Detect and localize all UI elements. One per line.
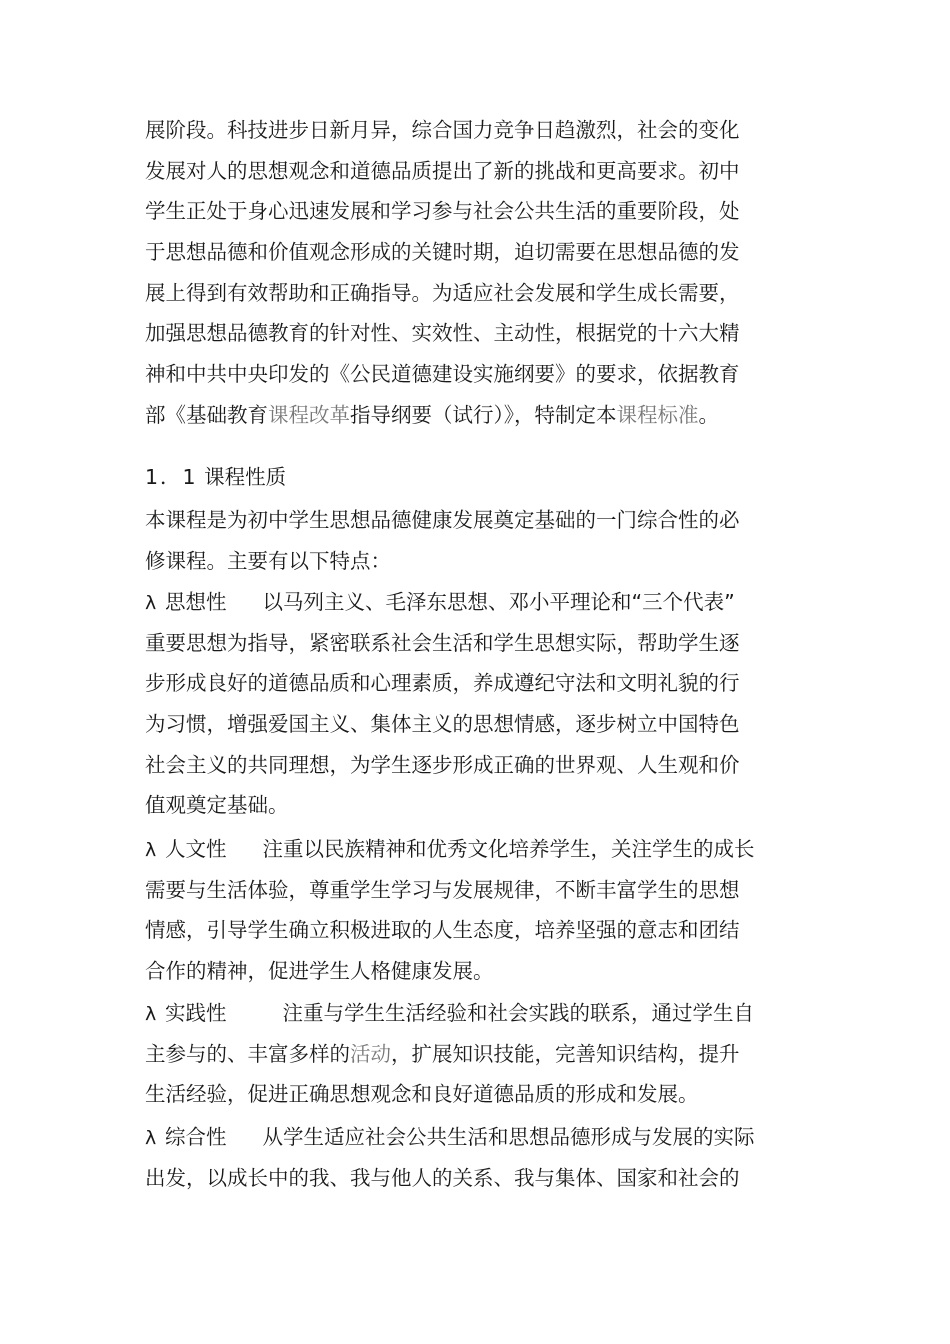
feature-ideological xyxy=(145,582,815,826)
feature-line: 生活经验，促进正确思想观念和良好道德品质的形成和发展。 xyxy=(145,1082,699,1107)
feature-name: 思想性 xyxy=(165,590,227,614)
intro-line: 学生正处于身心迅速发展和学习参与社会公共生活的重要阶段，处 xyxy=(145,199,740,224)
intro-line: 发展对人的思想观念和道德品质提出了新的挑战和更高要求。初中 xyxy=(145,158,740,183)
feature-line: 重要思想为指导，紧密联系社会生活和学生思想实际，帮助学生逐 xyxy=(145,630,740,655)
feature-first-line: λ 人文性 注重以民族精神和优秀文化培养学生，关注学生的成长 xyxy=(145,829,815,870)
feature-line: 合作的精神，促进学生人格健康发展。 xyxy=(145,959,494,984)
feature-name: 实践性 xyxy=(165,1001,227,1025)
curriculum-reform-link[interactable]: 课程改革 xyxy=(268,402,350,427)
intro-line: 神和中共中央印发的《公民道德建设实施纲要》的要求，依据教育 xyxy=(145,362,740,387)
section-number: 1．1 xyxy=(145,465,198,489)
section-title: 课程性质 xyxy=(204,465,287,489)
bullet-icon: λ xyxy=(145,592,157,614)
feature-name: 综合性 xyxy=(165,1125,227,1149)
feature-line: 情感，引导学生确立积极进取的人生态度，培养坚强的意志和团结 xyxy=(145,918,740,943)
intro-last-line: 部《基础教育课程改革指导纲要（试行）》，特制定本课程标准。 xyxy=(145,402,719,427)
feature-line: 出发，以成长中的我、我与他人的关系、我与集体、国家和社会的 xyxy=(145,1165,740,1190)
bullet-icon: λ xyxy=(145,1003,157,1025)
bullet-icon: λ xyxy=(145,1127,157,1149)
feature-name: 人文性 xyxy=(165,837,227,861)
feature-line: 主参与的、丰富多样的活动，扩展知识技能，完善知识结构，提升 xyxy=(145,1041,740,1066)
section-heading xyxy=(145,457,815,497)
feature-line: 需要与生活体验，尊重学生学习与发展规律，不断丰富学生的思想 xyxy=(145,877,740,902)
curriculum-standard-link[interactable]: 课程标准 xyxy=(616,402,699,427)
intro-line: 于思想品德和价值观念形成的关键时期，迫切需要在思想品德的发 xyxy=(145,240,740,265)
feature-comprehensive xyxy=(145,1117,815,1198)
feature-first-line: λ 思想性 以马列主义、毛泽东思想、邓小平理论和“三个代表” xyxy=(145,582,815,623)
feature-line: 为习惯，增强爱国主义、集体主义的思想情感，逐步树立中国特色 xyxy=(145,712,740,737)
intro-line: 加强思想品德教育的针对性、实效性、主动性，根据党的十六大精 xyxy=(145,321,740,346)
feature-first-line: λ 综合性 从学生适应社会公共生活和思想品德形成与发展的实际 xyxy=(145,1117,815,1158)
feature-first-line: λ 实践性 注重与学生生活经验和社会实践的联系，通过学生自 xyxy=(145,993,815,1034)
intro-line: 展阶段。科技进步日新月异，综合国力竞争日趋激烈，社会的变化 xyxy=(145,118,740,142)
feature-humanistic xyxy=(145,829,815,992)
activity-link[interactable]: 活动 xyxy=(350,1041,391,1066)
bullet-icon: λ xyxy=(145,839,157,861)
section-intro xyxy=(145,500,815,581)
feature-line: 值观奠定基础。 xyxy=(145,793,289,818)
feature-line: 社会主义的共同理想，为学生逐步形成正确的世界观、人生观和价 xyxy=(145,752,740,777)
intro-paragraph xyxy=(145,110,815,436)
feature-line: 步形成良好的道德品质和心理素质，养成遵纪守法和文明礼貌的行 xyxy=(145,671,740,696)
feature-practical xyxy=(145,993,815,1115)
section-intro-line: 本课程是为初中学生思想品德健康发展奠定基础的一门综合性的必 xyxy=(145,508,740,532)
intro-line: 展上得到有效帮助和正确指导。为适应社会发展和学生成长需要， xyxy=(145,280,740,305)
section-intro-line: 修课程。主要有以下特点： xyxy=(145,548,391,573)
